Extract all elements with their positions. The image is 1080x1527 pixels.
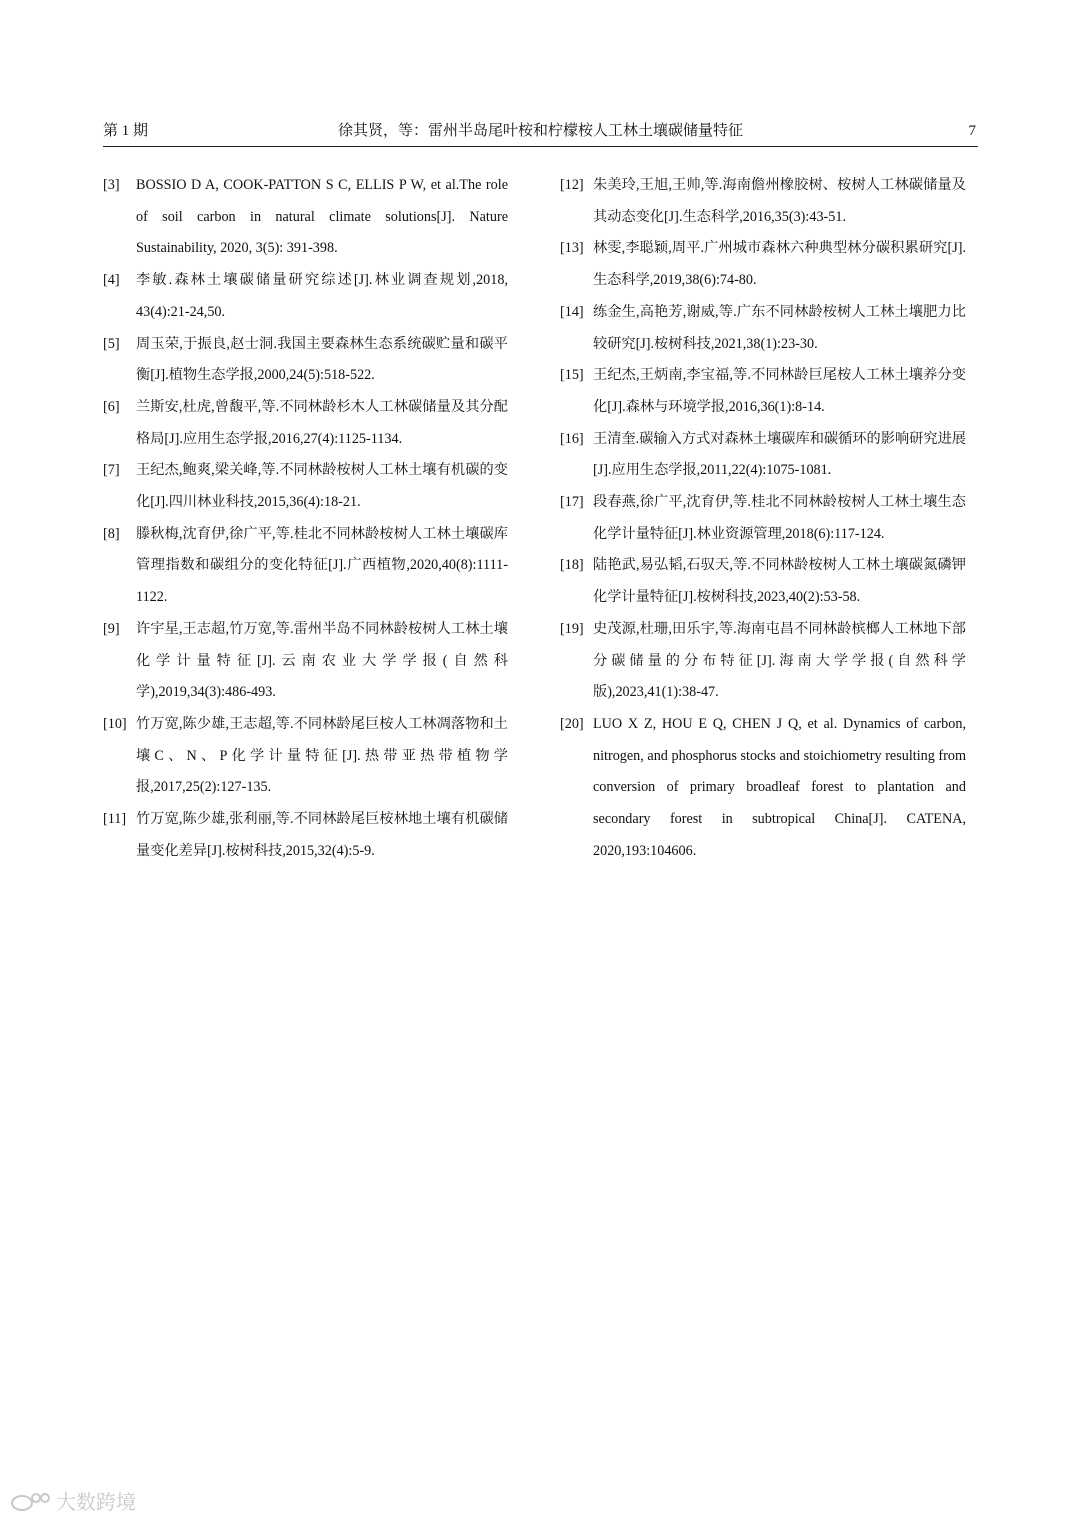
reference-text: 竹万宽,陈少雄,张利丽,等.不同林龄尾巨桉林地土壤有机碳储量变化差异[J].桉树科技,2015,32(4):5-9. bbox=[136, 811, 508, 859]
reference-entry bbox=[560, 487, 966, 550]
reference-number: [17] bbox=[560, 494, 584, 511]
reference-text: 兰斯安,杜虎,曾馥平,等.不同林龄杉木人工林碳储量及其分配格局[J].应用生态学报,2016,27(4):1125-1134. bbox=[136, 398, 508, 447]
reference-text: BOSSIO D A, COOK-PATTON S C, ELLIS P W, et al.The role of soil carbon in natural climate solutions[J]. Nature Sustainability, 2020, 3(5): 391-398. bbox=[136, 177, 508, 257]
reference-entry bbox=[560, 297, 966, 360]
reference-text: 林雯,李聪颖,周平.广州城市森林六种典型林分碳积累研究[J].生态科学,2019,38(6):74-80. bbox=[593, 240, 966, 289]
reference-entry bbox=[560, 170, 966, 233]
reference-text: LUO X Z, HOU E Q, CHEN J Q, et al. Dynamics of carbon, nitrogen, and phosphorus stocks and stoichiometry resulting from conversion of primary broadleaf forest to plantation and secondary forest in subtropical China[J]. CATENA, 2020,193:104606. bbox=[593, 715, 966, 859]
reference-text: 朱美玲,王旭,王帅,等.海南儋州橡胶树、桉树人工林碳储量及其动态变化[J].生态科学,2016,35(3):43-51. bbox=[593, 177, 966, 225]
reference-number: [3] bbox=[103, 177, 120, 193]
reference-text: 陆艳武,易弘韬,石驭天,等.不同林龄桉树人工林土壤碳氮磷钾化学计量特征[J].桉树科技,2023,40(2):53-58. bbox=[593, 557, 966, 606]
reference-number: [8] bbox=[103, 525, 120, 542]
page-number: 7 bbox=[968, 123, 976, 139]
watermark bbox=[10, 1486, 136, 1515]
reference-number: [14] bbox=[560, 303, 584, 320]
reference-text: 练金生,高艳芳,谢威,等.广东不同林龄桉树人工林土壤肥力比较研究[J].桉树科技,2021,38(1):23-30. bbox=[593, 303, 966, 352]
reference-number: [10] bbox=[103, 715, 127, 732]
reference-text: 王清奎.碳输入方式对森林土壤碳库和碳循环的影响研究进展[J].应用生态学报,2011,22(4):1075-1081. bbox=[593, 430, 966, 479]
reference-entry bbox=[103, 519, 508, 614]
reference-entry bbox=[560, 424, 966, 487]
reference-number: [18] bbox=[560, 557, 584, 574]
page-header bbox=[103, 120, 978, 147]
reference-number: [4] bbox=[103, 272, 120, 289]
reference-number: [16] bbox=[560, 430, 584, 447]
reference-entry bbox=[103, 455, 508, 518]
reference-entry bbox=[560, 550, 966, 613]
running-title: 徐其贤，等：雷州半岛尾叶桉和柠檬桉人工林土壤碳储量特征 bbox=[337, 123, 743, 139]
reference-text: 王纪杰,鲍爽,梁关峰,等.不同林龄桉树人工林土壤有机碳的变化[J].四川林业科技,2015,36(4):18-21. bbox=[136, 462, 508, 511]
reference-number: [15] bbox=[560, 367, 584, 384]
reference-text: 李敏.森林土壤碳储量研究综述[J].林业调查规划,2018, 43(4):21-24,50. bbox=[136, 272, 508, 320]
weibo-logo-icon bbox=[10, 1489, 50, 1513]
reference-number: [5] bbox=[103, 335, 120, 352]
issue-label: 第 1 期 bbox=[103, 123, 149, 139]
reference-number: [12] bbox=[560, 177, 584, 193]
reference-entry bbox=[560, 614, 966, 709]
reference-entry bbox=[103, 804, 508, 867]
reference-number: [11] bbox=[103, 811, 127, 828]
reference-number: [6] bbox=[103, 398, 120, 415]
reference-number: [19] bbox=[560, 620, 584, 637]
reference-entry bbox=[560, 709, 966, 868]
reference-text: 周玉荣,于振良,赵士洞.我国主要森林生态系统碳贮量和碳平衡[J].植物生态学报,2000,24(5):518-522. bbox=[136, 335, 508, 384]
reference-text: 段春燕,徐广平,沈育伊,等.桂北不同林龄桉树人工林土壤生态化学计量特征[J].林业资源管理,2018(6):117-124. bbox=[593, 494, 966, 542]
references-right-column bbox=[560, 170, 966, 867]
reference-number: [9] bbox=[103, 620, 120, 637]
reference-number: [7] bbox=[103, 462, 120, 479]
reference-text: 王纪杰,王炳南,李宝福,等.不同林龄巨尾桉人工林土壤养分变化[J].森林与环境学报,2016,36(1):8-14. bbox=[593, 367, 966, 415]
reference-text: 许宇星,王志超,竹万宽,等.雷州半岛不同林龄桉树人工林土壤化学计量特征[J].云南农业大学学报(自然科学),2019,34(3):486-493. bbox=[136, 620, 508, 701]
reference-entry bbox=[103, 392, 508, 455]
reference-entry bbox=[103, 170, 508, 265]
reference-entry bbox=[103, 709, 508, 804]
reference-entry bbox=[103, 265, 508, 328]
reference-entry bbox=[103, 614, 508, 709]
watermark-text: 大数跨境 bbox=[56, 1490, 136, 1514]
reference-number: [20] bbox=[560, 715, 584, 732]
reference-entry bbox=[560, 233, 966, 296]
references-left-column bbox=[103, 170, 508, 867]
reference-entry bbox=[103, 329, 508, 392]
reference-number: [13] bbox=[560, 240, 584, 257]
reference-text: 滕秋梅,沈育伊,徐广平,等.桂北不同林龄桉树人工林土壤碳库管理指数和碳组分的变化特征[J].广西植物,2020,40(8):1111-1122. bbox=[136, 525, 508, 606]
reference-text: 史茂源,杜珊,田乐宇,等.海南屯昌不同林龄槟榔人工林地下部分碳储量的分布特征[J].海南大学学报(自然科学版),2023,41(1):38-47. bbox=[593, 620, 966, 701]
reference-text: 竹万宽,陈少雄,王志超,等.不同林龄尾巨桉人工林凋落物和土壤C、N、P化学计量特征[J].热带亚热带植物学报,2017,25(2):127-135. bbox=[136, 715, 508, 796]
reference-entry bbox=[560, 360, 966, 423]
